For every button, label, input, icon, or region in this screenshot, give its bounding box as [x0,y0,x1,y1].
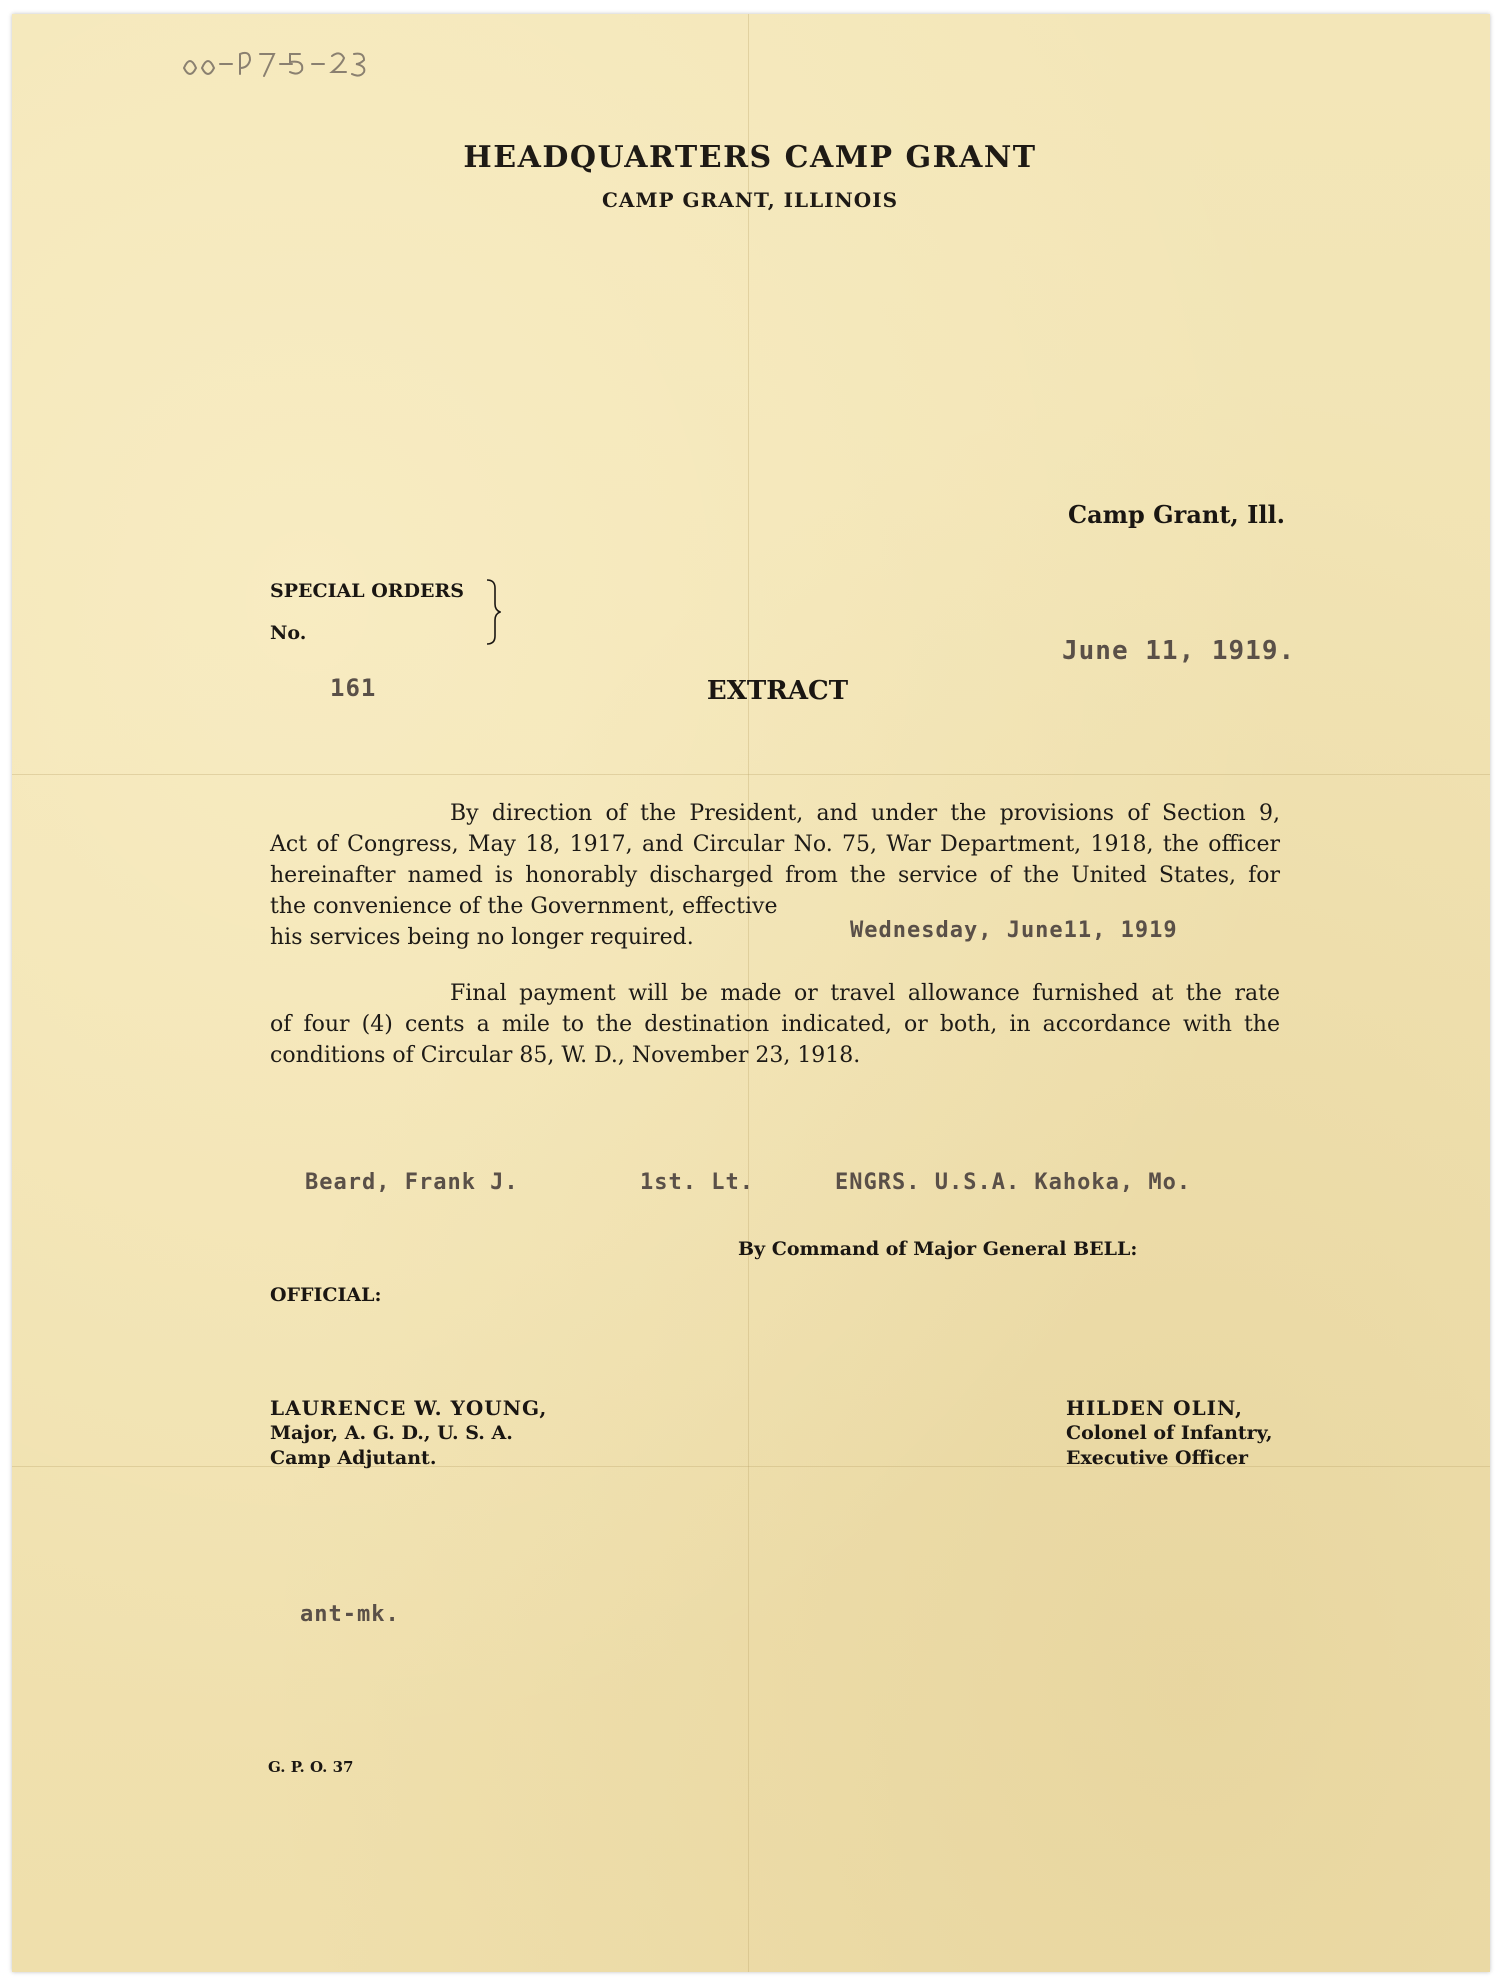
brace-icon [485,578,501,646]
special-orders-no-label: No. [270,622,307,644]
signatory-title: Major, A. G. D., U. S. A. [270,1422,513,1444]
paragraph-line: of four (4) cents a mile to the destination indicated, or both, in accordance with the [270,1012,1280,1037]
extract-heading: EXTRACT [706,676,849,706]
signature-block-left [270,1396,547,1471]
paragraph-line: Final payment will be made or travel allowance furnished at the rate [450,981,1280,1006]
officer-name: Beard, Frank J. [305,1170,519,1195]
letterhead-title: HEADQUARTERS CAMP GRANT [463,140,1037,175]
signatory-role: Camp Adjutant. [270,1447,437,1469]
paragraph-line: By direction of the President, and under the provisions of Section 9, [450,801,1280,826]
by-command-line: By Command of Major General BELL: [738,1238,1138,1260]
officer-rank: 1st. Lt. [640,1170,754,1195]
paragraph-line: his services being no longer required. [270,925,694,950]
paragraph-line: hereinafter named is honorably discharged from the service of the United States, for [270,863,1280,888]
signatory-name: LAURENCE W. YOUNG, [270,1396,548,1420]
pencil-archive-note [180,46,390,82]
typist-initials: ant-mk. [300,1602,400,1627]
place-line: Camp Grant, Ill. [1068,500,1285,529]
signatory-name: HILDEN OLIN, [1066,1396,1243,1420]
printer-mark: G. P. O. 37 [268,1758,354,1776]
paragraph-line: conditions of Circular 85, W. D., November 23, 1918. [270,1043,861,1068]
fold-line-horizontal [12,774,1490,775]
effective-date: Wednesday, June11, 1919 [850,918,1178,943]
special-orders-label: SPECIAL ORDERS [270,580,465,602]
paragraph-payment [270,978,1280,1071]
order-date: June 11, 1919. [1062,636,1296,666]
special-orders-number: 161 [330,674,377,702]
official-label: OFFICIAL: [270,1284,382,1306]
letterhead-subtitle: CAMP GRANT, ILLINOIS [601,188,899,212]
signature-block-right [1066,1396,1273,1471]
paragraph-line: the convenience of the Government, effective [270,894,778,919]
signatory-title: Colonel of Infantry, [1066,1422,1273,1444]
paragraph-line: Act of Congress, May 18, 1917, and Circular No. 75, War Department, 1918, the officer [270,832,1280,857]
signatory-role: Executive Officer [1066,1447,1249,1469]
officer-unit-destination: ENGRS. U.S.A. Kahoka, Mo. [835,1170,1192,1195]
